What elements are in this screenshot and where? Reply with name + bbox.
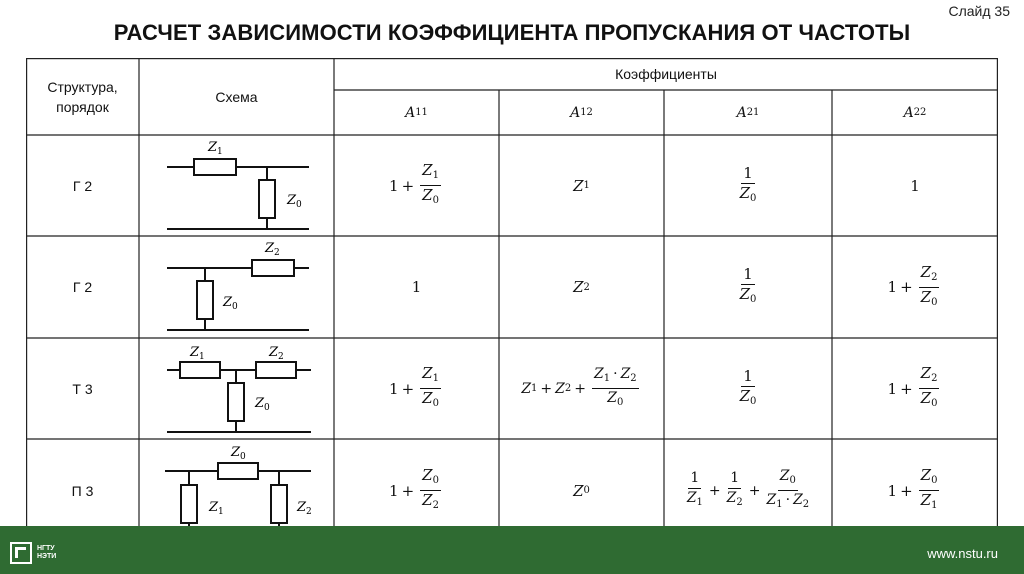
svg-text:Z0: $Z_0$ [287,193,302,210]
svg-text:Z0: $Z_0$ [223,295,238,312]
r1-a11: 1 + $\frac{Z_1}{Z_0}$ [389,161,439,206]
svg-text:Z1: $Z_1$ [190,345,205,362]
svg-text:Z1: $Z_1$ [208,140,223,157]
structure-row-4: П 3 [71,482,94,499]
r4-a11: 1 + $\frac{Z_0}{Z_2}$ [389,466,439,511]
r2-a12: Z 2 [573,278,590,296]
r3-a11: 1 + $\frac{Z_1}{Z_0}$ [389,364,439,409]
r2-a21: $\frac{1}{Z_0}$ [739,265,757,305]
logo-icon [10,542,32,564]
logo-text: НГТУ НЭТИ [37,545,57,560]
scheme-row-1 [139,135,334,236]
scheme-row-2 [139,236,334,338]
r3-a22: 1 + $\frac{Z_2}{Z_0}$ [887,364,938,409]
r1-a12: Z 1 [573,176,590,195]
svg-text:Z0: $Z_0$ [231,445,246,462]
header-a21: A 21 [736,104,760,121]
coefficients-table [26,58,998,542]
header-scheme: Схема [215,88,258,105]
r3-a21: $\frac{1}{Z_0}$ [739,366,757,407]
header-a12: A 12 [570,104,593,121]
header-a11: A 11 [405,104,428,121]
svg-text:Z1: $Z_1$ [209,500,224,517]
r1-a22: 1 [910,176,920,195]
slide-number: Слайд 35 [948,3,1010,19]
r2-a11: 1 [411,278,422,296]
r4-a21: $\frac{1}{Z_1}$ + $\frac{1}{Z_2}$ + $\frac{Z_0}{Z_1 \cdot Z_2}$ [686,468,810,510]
footer-url-link[interactable]: www.nstu.ru [927,546,998,561]
slide-title: РАСЧЕТ ЗАВИСИМОСТИ КОЭФФИЦИЕНТА ПРОПУСКАНИЯ ОТ ЧАСТОТЫ [113,20,911,45]
svg-text:Z2: $Z_2$ [269,345,284,362]
r4-a22: 1 + $\frac{Z_0}{Z_1}$ [887,466,938,511]
scheme-row-3 [139,338,334,439]
r1-a21: $\frac{1}{Z_0}$ [739,163,757,204]
svg-text:Z2: $Z_2$ [265,241,280,258]
structure-row-1: Г 2 [72,177,93,194]
header-structure: Структура, порядок [47,78,118,115]
svg-text:Z2: $Z_2$ [297,500,312,517]
structure-row-2: Г 2 [72,279,93,295]
nstu-logo[interactable] [10,542,63,564]
header-coefficients: Коэффициенты [615,66,717,82]
r2-a22: 1 + $\frac{Z_2}{Z_0}$ [887,262,938,308]
header-a22: A 22 [903,104,927,121]
svg-text:Z0: $Z_0$ [255,396,270,413]
r4-a12: Z 0 [573,481,590,500]
structure-row-3: Т 3 [72,380,93,397]
footer-bar [0,526,1024,574]
r3-a12: Z 1 + Z 2 + $\frac{Z_1 \cdot Z_2}{Z_0}$ [521,366,637,408]
